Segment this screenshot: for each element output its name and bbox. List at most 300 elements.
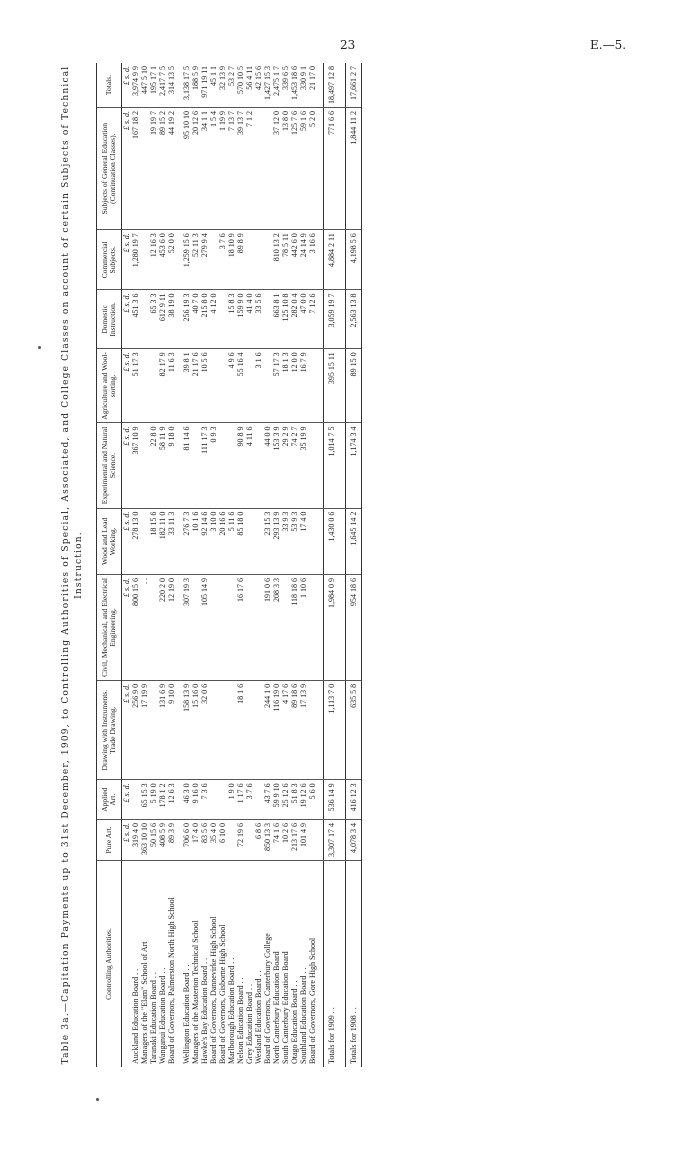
amount-cell: 4,078 3 4	[346, 820, 362, 861]
authority-cell: Board of Governors, Palmerston North High School	[167, 897, 176, 1064]
amount-cell: 307 19 3	[182, 574, 191, 680]
table-row	[290, 63, 299, 1067]
amount-cell: £ s. d.	[122, 290, 132, 349]
amount-cell: 7 13 7	[227, 108, 236, 230]
amount-cell	[263, 349, 272, 423]
amount-cell: 16 17 6	[236, 574, 245, 680]
authority-cell	[122, 861, 132, 1068]
amount-cell: 125 7 6	[290, 108, 299, 230]
amount-cell: 89 8 9	[236, 230, 245, 290]
amount-cell: 1,113 7 0	[324, 680, 340, 779]
amount-cell: £ s. d.	[122, 423, 132, 508]
amount-cell: 44 0 0	[263, 423, 272, 508]
table-row	[149, 63, 158, 1067]
amount-cell: 78 5 11	[281, 230, 290, 290]
amount-cell	[140, 230, 149, 290]
amount-cell: 85 18 0	[236, 508, 245, 574]
table-row	[308, 63, 317, 1067]
column-header: Civil, Mechanical, and Electrical Engineering.	[97, 574, 122, 680]
amount-cell: 451 3 6	[131, 290, 140, 349]
column-header: Drawing with Instruments. Trade Drawing.	[97, 680, 122, 779]
amount-cell: 1 10 6	[299, 574, 308, 680]
authority-cell: Totals for 1909 . .	[324, 861, 340, 1068]
table-row	[167, 63, 176, 1067]
amount-cell: 105 14 9	[200, 574, 209, 680]
amount-cell: 810 13 2	[272, 230, 281, 290]
amount-cell: 293 13 9	[272, 508, 281, 574]
amount-cell	[227, 820, 236, 861]
amount-cell	[149, 680, 158, 779]
column-header: Pure Art.	[97, 820, 122, 861]
amount-cell	[218, 349, 227, 423]
amount-cell: 33 11 3	[167, 508, 176, 574]
amount-cell: 339 6 5	[281, 63, 290, 108]
authority-cell: Hawke's Bay Education Board . .	[200, 957, 209, 1064]
amount-cell: 971 19 11	[200, 63, 209, 108]
amount-cell: £ s. d.	[122, 780, 132, 820]
amount-cell: 17,661 2 7	[346, 63, 362, 108]
amount-cell: £ s. d.	[122, 63, 132, 108]
table-row	[191, 63, 200, 1067]
amount-cell: 35 19 9	[299, 423, 308, 508]
amount-cell: 22 8 0	[149, 423, 158, 508]
table-row	[245, 63, 254, 1067]
amount-cell: 453 6 0	[158, 230, 167, 290]
authority-cell: Auckland Education Board . .	[131, 968, 140, 1064]
amount-cell: 20 16 6	[218, 508, 227, 574]
amount-cell	[308, 349, 317, 423]
authority-cell: Board of Governors, Canterbury College	[263, 933, 272, 1064]
amount-cell: 279 9 4	[200, 230, 209, 290]
authority-cell: Managers of the Masterton Technical School	[191, 920, 200, 1064]
table-row	[227, 63, 236, 1067]
amount-cell: 1,645 14 2	[346, 508, 362, 574]
amount-cell: 25 12 6	[281, 780, 290, 820]
amount-cell: 39 8 1	[182, 349, 191, 423]
amount-cell: 244 1 0	[263, 680, 272, 779]
amount-cell: 635 5 8	[346, 680, 362, 779]
amount-cell	[209, 680, 218, 779]
amount-cell: 5 19 0	[149, 780, 158, 820]
amount-cell: 17 13 9	[299, 680, 308, 779]
amount-cell: 59 9 10	[272, 780, 281, 820]
amount-cell: 29 2 9	[281, 423, 290, 508]
amount-cell	[209, 574, 218, 680]
amount-cell: 663 8 1	[272, 290, 281, 349]
amount-cell: 56 4 11	[245, 63, 254, 108]
amount-cell: 24 14 9	[299, 230, 308, 290]
table-row	[236, 63, 245, 1067]
amount-cell: 12 0 0	[290, 349, 299, 423]
capitation-table	[96, 63, 362, 1067]
amount-cell	[245, 230, 254, 290]
amount-cell	[308, 680, 317, 779]
amount-cell: 182 11 0	[158, 508, 167, 574]
amount-cell: 32 0 6	[200, 680, 209, 779]
amount-cell: 7 3 6	[200, 780, 209, 820]
amount-cell: 4,198 5 6	[346, 230, 362, 290]
amount-cell: 18 10 9	[227, 230, 236, 290]
amount-cell: 32 13 9	[218, 63, 227, 108]
amount-cell: 1,844 11 2	[346, 108, 362, 230]
amount-cell: 213 17 6	[290, 820, 299, 861]
header-row	[97, 63, 122, 1067]
table-row	[281, 63, 290, 1067]
page-number: 23	[340, 38, 356, 52]
amount-cell: 3,138 17 5	[182, 63, 191, 108]
amount-cell: 195 17 1	[149, 63, 158, 108]
amount-cell: 447 5 10	[140, 63, 149, 108]
amount-cell: 3,059 19 7	[324, 290, 340, 349]
table-row	[209, 63, 218, 1067]
amount-cell	[140, 349, 149, 423]
table-row	[131, 63, 140, 1067]
table-row	[272, 63, 281, 1067]
amount-cell: £ s. d.	[122, 680, 132, 779]
amount-cell: 82 17 9	[158, 349, 167, 423]
amount-cell	[245, 508, 254, 574]
amount-cell	[140, 423, 149, 508]
table-body	[122, 63, 362, 1067]
authority-cell: Westland Education Board . .	[254, 970, 263, 1064]
amount-cell: 12 6 3	[167, 780, 176, 820]
amount-cell: 282 0 4	[290, 290, 299, 349]
amount-cell: . .	[140, 574, 149, 680]
amount-cell	[254, 230, 263, 290]
column-header: Subjects of General Education (Continuation Classes).	[97, 108, 122, 230]
table-title: Table 3a.—Capitation Payments up to 31st December, 1909, to Controlling Authorities of Special, Associated, and College Classes on account of certain Subjects of Technical Instruction.	[61, 65, 84, 1065]
rotated-table-wrapper	[60, 55, 640, 1075]
amount-cell: 51 8 3	[290, 780, 299, 820]
amount-cell	[245, 349, 254, 423]
amount-cell: 408 5 9	[158, 820, 167, 861]
amount-cell: 536 14 9	[324, 780, 340, 820]
amount-cell	[281, 574, 290, 680]
amount-cell: 4 11 6	[245, 423, 254, 508]
amount-cell: 39 13 7	[236, 108, 245, 230]
amount-cell: 89 3 9	[167, 820, 176, 861]
amount-cell: 6 10 0	[218, 820, 227, 861]
amount-cell: 1,259 15 6	[182, 230, 191, 290]
amount-cell: 95 10 10	[182, 108, 191, 230]
amount-cell: 42 15 6	[254, 63, 263, 108]
amount-cell: 191 0 6	[263, 574, 272, 680]
table-row	[218, 63, 227, 1067]
amount-cell: 3 7 6	[218, 230, 227, 290]
amount-cell: 188 5 9	[191, 63, 200, 108]
amount-cell: 1 17 6	[236, 780, 245, 820]
amount-cell	[245, 680, 254, 779]
amount-cell	[191, 423, 200, 508]
amount-cell: 21 17 0	[308, 63, 317, 108]
amount-cell: 3 7 6	[245, 780, 254, 820]
amount-cell	[227, 680, 236, 779]
amount-cell	[245, 820, 254, 861]
amount-cell: 19 12 6	[299, 780, 308, 820]
amount-cell: 0 9 3	[209, 423, 218, 508]
amount-cell	[245, 574, 254, 680]
amount-cell: 51 17 3	[131, 349, 140, 423]
amount-cell: 5 2 0	[308, 108, 317, 230]
amount-cell: 20 12 6	[191, 108, 200, 230]
column-header: Commercial Subjects.	[97, 230, 122, 290]
amount-cell	[227, 423, 236, 508]
amount-cell	[209, 349, 218, 423]
amount-cell: 37 12 0	[272, 108, 281, 230]
speck-mark	[38, 346, 41, 349]
amount-cell: 2,563 13 8	[346, 290, 362, 349]
amount-cell: 11 6 3	[167, 349, 176, 423]
amount-cell	[218, 574, 227, 680]
amount-cell	[227, 574, 236, 680]
amount-cell: 1 9 0	[227, 780, 236, 820]
amount-cell	[149, 574, 158, 680]
amount-cell: 3,307 17 4	[324, 820, 340, 861]
totals-1908-row	[346, 63, 362, 1067]
amount-cell	[209, 780, 218, 820]
amount-cell: 18 1 3	[281, 349, 290, 423]
amount-cell	[254, 423, 263, 508]
amount-cell: £ s. d.	[122, 349, 132, 423]
amount-cell	[218, 423, 227, 508]
amount-cell: 10 1 6	[191, 508, 200, 574]
amount-cell: 367 10 9	[131, 423, 140, 508]
amount-cell	[254, 574, 263, 680]
amount-cell: 17 4 0	[191, 820, 200, 861]
amount-cell: 954 18 6	[346, 574, 362, 680]
amount-cell: 34 1 1	[200, 108, 209, 230]
amount-cell: 55 16 4	[236, 349, 245, 423]
amount-cell: 9 10 0	[167, 680, 176, 779]
amount-cell: 6 8 6	[254, 820, 263, 861]
amount-cell: 125 10 8	[281, 290, 290, 349]
table-row	[182, 63, 191, 1067]
amount-cell: 18 1 6	[236, 680, 245, 779]
amount-cell: £ s. d.	[122, 108, 132, 230]
column-header: Applied Art.	[97, 780, 122, 820]
amount-cell: 612 9 11	[158, 290, 167, 349]
amount-cell	[308, 508, 317, 574]
amount-cell: 17 4 0	[299, 508, 308, 574]
amount-cell: 92 14 6	[200, 508, 209, 574]
amount-cell: 40 7 0	[191, 290, 200, 349]
amount-cell: 19 19 7	[149, 108, 158, 230]
amount-cell: 4,884 2 11	[324, 230, 340, 290]
amount-cell: 41 4 0	[245, 290, 254, 349]
amount-cell: 1,280 19 7	[131, 230, 140, 290]
amount-cell: 215 8 0	[200, 290, 209, 349]
amount-cell: 89 15 0	[346, 349, 362, 423]
amount-cell: 38 19 0	[167, 290, 176, 349]
amount-cell	[308, 574, 317, 680]
amount-cell: 4 12 0	[209, 290, 218, 349]
amount-cell: 43 7 6	[263, 780, 272, 820]
authority-cell: Wanganui Education Board . .	[158, 967, 167, 1064]
amount-cell: 256 9 0	[131, 680, 140, 779]
amount-cell	[263, 108, 272, 230]
amount-cell	[131, 780, 140, 820]
amount-cell: 330 9 1	[299, 63, 308, 108]
amount-cell	[149, 349, 158, 423]
amount-cell: 1,174 3 4	[346, 423, 362, 508]
amount-cell: 16 7 9	[299, 349, 308, 423]
amount-cell: 47 0 0	[299, 290, 308, 349]
amount-cell: 1,453 18 6	[290, 63, 299, 108]
authority-cell: Grey Education Board . .	[245, 984, 254, 1064]
amount-cell	[140, 108, 149, 230]
amount-cell: 3 1 6	[254, 349, 263, 423]
amount-cell	[140, 290, 149, 349]
amount-cell: 2,417 7 5	[158, 63, 167, 108]
amount-cell: 278 13 0	[131, 508, 140, 574]
amount-cell: 15 8 3	[227, 290, 236, 349]
amount-cell: 771 6 6	[324, 108, 340, 230]
amount-cell: 276 7 3	[182, 508, 191, 574]
amount-cell: 3,974 9 9	[131, 63, 140, 108]
amount-cell: 65 15 3	[140, 780, 149, 820]
authority-cell: Board of Governors, Gore High School	[308, 937, 317, 1064]
column-header: Controlling Authorities.	[97, 861, 122, 1068]
amount-cell: 319 4 0	[131, 820, 140, 861]
amount-cell: 72 19 6	[236, 820, 245, 861]
amount-cell	[263, 230, 272, 290]
amount-cell: 363 10 10	[140, 820, 149, 861]
table-row	[200, 63, 209, 1067]
amount-cell: 395 15 11	[324, 349, 340, 423]
amount-cell: £ s. d.	[122, 230, 132, 290]
table-row	[263, 63, 272, 1067]
amount-cell: 158 13 9	[182, 680, 191, 779]
amount-cell: 5 11 6	[227, 508, 236, 574]
amount-cell: 570 10 5	[236, 63, 245, 108]
column-header: Wood and Lead Working.	[97, 508, 122, 574]
amount-cell: 12 16 3	[149, 230, 158, 290]
amount-cell	[308, 820, 317, 861]
table-row	[140, 63, 149, 1067]
column-header: Agriculture and Wool-sorting.	[97, 349, 122, 423]
amount-cell: 89 15 2	[158, 108, 167, 230]
amount-cell	[263, 290, 272, 349]
amount-cell: 59 1 6	[299, 108, 308, 230]
amount-cell: 208 3 3	[272, 574, 281, 680]
authority-cell: Managers of the "Elam" School of Art	[140, 941, 149, 1064]
column-header: Experimental and Natural Science.	[97, 423, 122, 508]
authority-cell: Board of Governors, Dannevirke High School	[209, 916, 218, 1064]
authority-cell: Board of Governors, Gisborne High School	[218, 924, 227, 1064]
amount-cell: 74 2 7	[290, 423, 299, 508]
amount-cell: 44 19 2	[167, 108, 176, 230]
amount-cell: 23 15 3	[263, 508, 272, 574]
amount-cell: 116 19 0	[272, 680, 281, 779]
amount-cell	[254, 508, 263, 574]
amount-cell: 13 8 0	[281, 108, 290, 230]
amount-cell: 65 3 3	[149, 290, 158, 349]
amount-cell: 5 6 0	[308, 780, 317, 820]
amount-cell: 33 9 3	[281, 508, 290, 574]
authority-cell: Nelson Education Board . .	[236, 977, 245, 1064]
amount-cell: 9 16 0	[191, 780, 200, 820]
amount-cell: 3 10 0	[209, 508, 218, 574]
amount-cell	[209, 230, 218, 290]
column-header: Domestic Instruction.	[97, 290, 122, 349]
amount-cell: £ s. d.	[122, 820, 132, 861]
amount-cell: 1,427 15 3	[263, 63, 272, 108]
table-row	[254, 63, 263, 1067]
amount-cell	[254, 108, 263, 230]
speck-mark	[96, 1098, 99, 1101]
amount-cell: 167 18 2	[131, 108, 140, 230]
amount-cell: 442 6 0	[290, 230, 299, 290]
amount-cell: 1 19 9	[218, 108, 227, 230]
amount-cell: 10 5 6	[200, 349, 209, 423]
amount-cell: £ s. d.	[122, 574, 132, 680]
authority-cell: Otago Education Board . .	[290, 980, 299, 1064]
amount-cell: 3 16 6	[308, 230, 317, 290]
authority-cell: South Canterbury Education Board	[281, 951, 290, 1064]
amount-cell: 101 4 9	[299, 820, 308, 861]
amount-cell: 159 9 0	[236, 290, 245, 349]
amount-cell: 52 0 0	[167, 230, 176, 290]
amount-cell: 131 6 9	[158, 680, 167, 779]
authority-cell: Totals for 1908 . .	[346, 861, 362, 1068]
amount-cell: 7 12 6	[308, 290, 317, 349]
amount-cell: 52 11 3	[191, 230, 200, 290]
amount-cell	[218, 780, 227, 820]
amount-cell: 17 19 9	[140, 680, 149, 779]
amount-cell: 118 18 6	[290, 574, 299, 680]
amount-cell: 81 14 6	[182, 423, 191, 508]
amount-cell: 45 1 1	[209, 63, 218, 108]
authority-cell: North Canterbury Education Board	[272, 951, 281, 1064]
column-header: Totals.	[97, 63, 122, 108]
amount-cell: 74 1 6	[272, 820, 281, 861]
amount-cell	[191, 574, 200, 680]
amount-cell: 90 8 9	[236, 423, 245, 508]
amount-cell	[218, 680, 227, 779]
amount-cell: 89 18 6	[290, 680, 299, 779]
amount-cell: 1 5 4	[209, 108, 218, 230]
amount-cell	[308, 423, 317, 508]
amount-cell: 58 11 9	[158, 423, 167, 508]
table-row	[299, 63, 308, 1067]
unit-row	[122, 63, 132, 1067]
amount-cell: 57 17 3	[272, 349, 281, 423]
amount-cell: 50 15 6	[149, 820, 158, 861]
amount-cell: 18 15 6	[149, 508, 158, 574]
page-reference: E.—5.	[590, 38, 627, 52]
amount-cell: 7 1 2	[245, 108, 254, 230]
amount-cell: 850 13 3	[263, 820, 272, 861]
amount-cell: 1,430 0 6	[324, 508, 340, 574]
amount-cell: 800 15 6	[131, 574, 140, 680]
amount-cell: 1,014 7 5	[324, 423, 340, 508]
amount-cell	[254, 780, 263, 820]
amount-cell: 33 5 6	[254, 290, 263, 349]
amount-cell: 706 6 0	[182, 820, 191, 861]
amount-cell: 256 19 3	[182, 290, 191, 349]
amount-cell	[140, 508, 149, 574]
amount-cell: 416 12 3	[346, 780, 362, 820]
amount-cell: £ s. d.	[122, 508, 132, 574]
amount-cell: 35 4 0	[209, 820, 218, 861]
amount-cell: 10 2 6	[281, 820, 290, 861]
authority-cell: Southland Education Board . .	[299, 967, 308, 1064]
amount-cell	[254, 680, 263, 779]
amount-cell: 153 3 9	[272, 423, 281, 508]
amount-cell: 46 3 0	[182, 780, 191, 820]
amount-cell: 53 9 3	[290, 508, 299, 574]
amount-cell: 53 2 7	[227, 63, 236, 108]
